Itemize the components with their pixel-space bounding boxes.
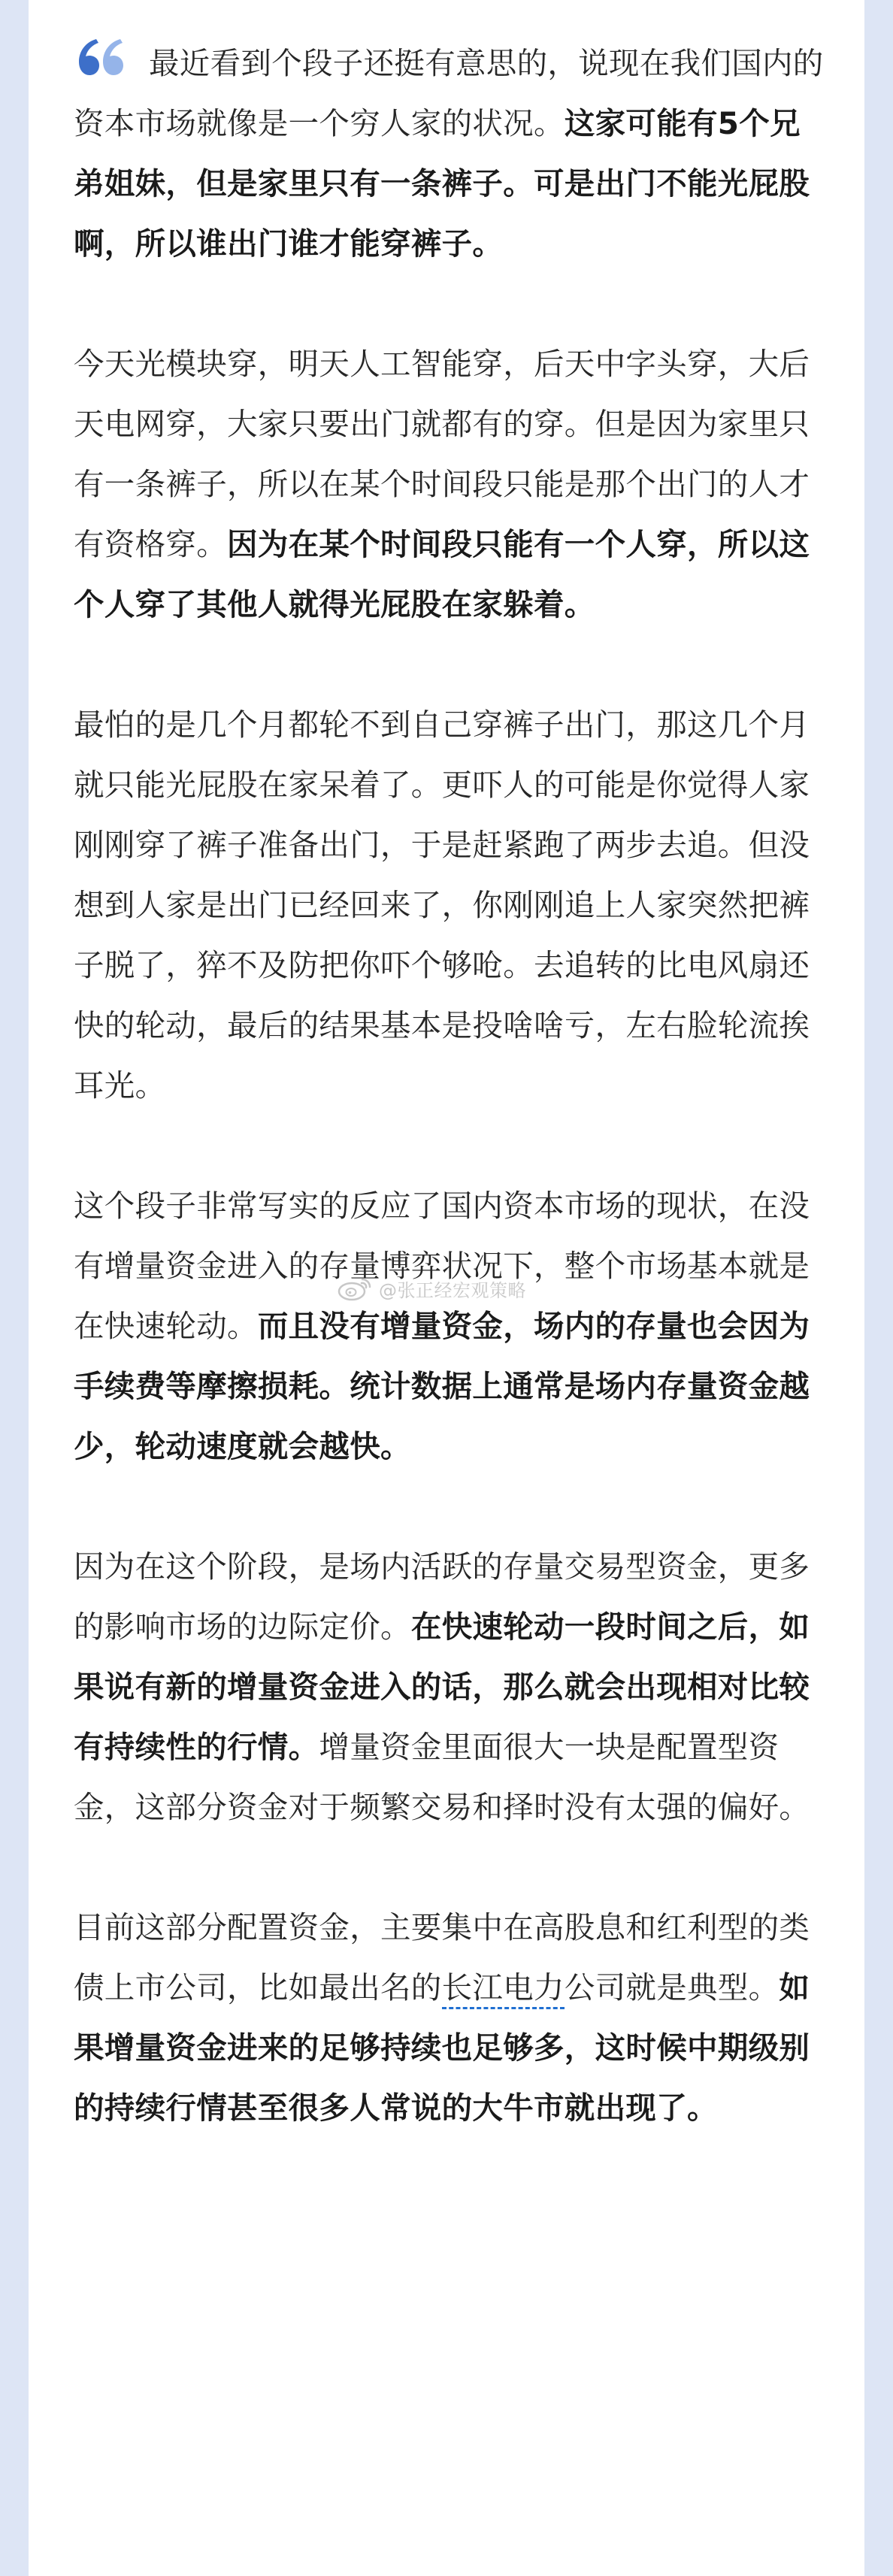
text-run: 今天光模块穿，明天人工智能穿，后天中字头穿，大后天电网穿，大家只要出门就都有的穿。但是因为家里只有一条裤子，所以在某个时间段只能是那个出门的人才有资格穿。 — [74, 346, 810, 562]
text-run: 公司就是典型。 — [564, 1969, 779, 2005]
bold-text-run: 这家可能有5个兄弟姐妹，但是家里只有一条裤子。可是出门不能光屁股啊，所以谁出门谁才能穿裤子。 — [74, 105, 810, 262]
paragraph — [74, 334, 824, 634]
paragraph — [74, 33, 824, 274]
watermark — [337, 1273, 526, 1303]
text-run: 最近看到个段子还挺有意思的，说现在我们国内的资本市场就像是一个穷人家的状况。 — [74, 45, 824, 141]
bold-text-run: 因为在某个时间段只能有一个人穿，所以这个人穿了其他人就得光屁股在家躲着。 — [74, 526, 810, 622]
watermark-text: @张正经宏观策略 — [379, 1279, 526, 1301]
stock-link[interactable]: 长江电力 — [442, 1969, 565, 2009]
text-run: 这个段子非常写实的反应了国内资本市场的现状，在没有增量资金进入的存量博弈状况下，整个市场基本就是在快速轮动。 — [74, 1188, 810, 1344]
text-run: 因为在这个阶段，是场内活跃的存量交易型资金，更多的影响市场的边际定价。 — [74, 1548, 810, 1645]
bold-text-run: 在快速轮动一段时间之后，如果说有新的增量资金进入的话，那么就会出现相对比较有持续性的行情。 — [74, 1609, 810, 1765]
text-run: 目前这部分配置资金，主要集中在高股息和红利型的类债上市公司，比如最出名的 — [74, 1909, 810, 2005]
text-run: 最怕的是几个月都轮不到自己穿裤子出门，那这几个月就只能光屁股在家呆着了。更吓人的可能是你觉得人家刚刚穿了裤子准备出门，于是赶紧跑了两步去追。但没想到人家是出门已经回来了，你刚刚追上人家突然把裤子脱了，猝不及防把你吓个够呛。去追转的比电风扇还快的轮动，最后的结果基本是投啥啥亏，左右脸轮流挨耳光。 — [74, 707, 810, 1103]
bold-text-run: 如果增量资金进来的足够持续也足够多，这时候中期级别的持续行情甚至很多人常说的大牛市就出现了。 — [74, 1969, 810, 2126]
paragraph — [74, 1897, 824, 2138]
bold-text-run: 而且没有增量资金，场内的存量也会因为手续费等摩擦损耗。统计数据上通常是场内存量资金越少，轮动速度就会越快。 — [74, 1308, 810, 1464]
paragraph — [74, 695, 824, 1115]
quote-mark-icon — [74, 36, 128, 78]
text-run: 增量资金里面很大一块是配置型资金，这部分资金对于频繁交易和择时没有太强的偏好。 — [74, 1729, 810, 1825]
paragraph — [74, 1536, 824, 1837]
paragraph — [74, 1176, 824, 1476]
article-body — [74, 33, 824, 2138]
weibo-logo-icon — [337, 1276, 373, 1301]
